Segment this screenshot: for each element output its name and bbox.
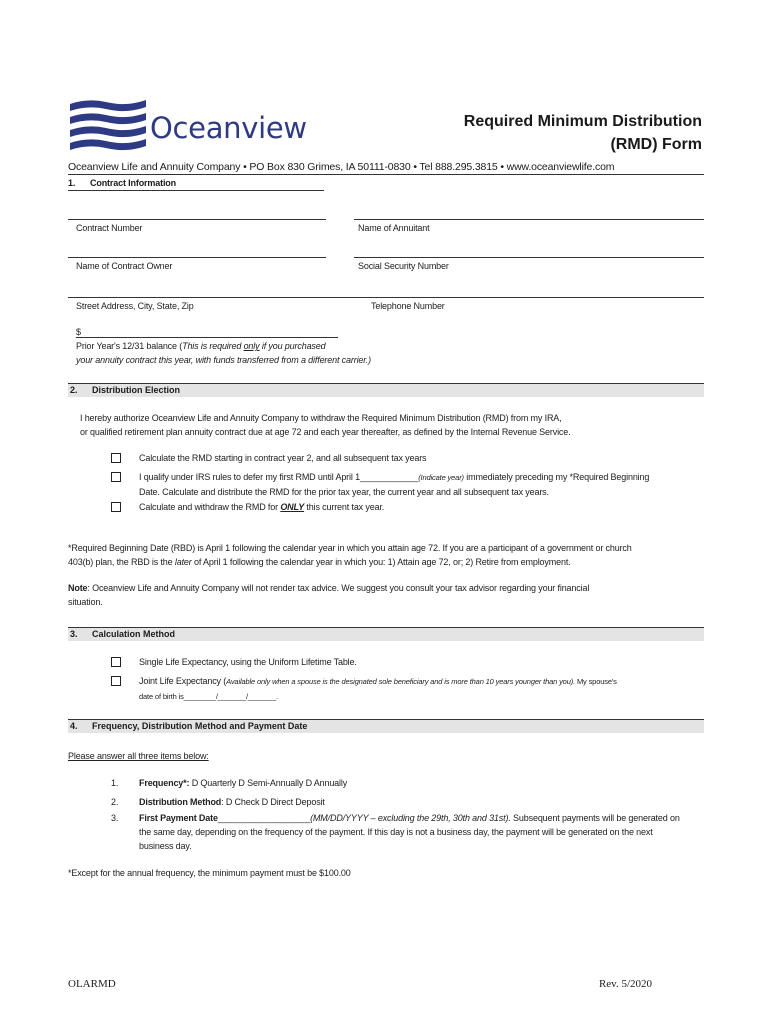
dollar-sign: $ xyxy=(76,327,82,337)
section-3-header xyxy=(68,627,704,641)
spouse-dob-line: date of birth is________/_______/_______. xyxy=(139,692,278,701)
section-number: 2. xyxy=(70,385,78,395)
section-2-header xyxy=(68,383,704,397)
frequency-options: D Quarterly D Semi-Annually D Annually xyxy=(189,778,348,788)
rbd-text-a: 403(b) plan, the RBD is the xyxy=(68,557,175,567)
first-payment-item xyxy=(111,811,711,853)
prior-text-c: only xyxy=(243,341,260,351)
frequency-label: Frequency*: xyxy=(139,778,190,788)
title-line-1: Required Minimum Distribution xyxy=(463,113,702,130)
first-payment-text: Subsequent payments will be generated on xyxy=(510,813,680,823)
opt3-only: ONLY xyxy=(280,502,305,512)
auth-line-2: or qualified retirement plan annuity contract due at age 72 and each year thereafter, as defined by the Internal Revenue Service. xyxy=(80,427,571,437)
company-contact-line: Oceanview Life and Annuity Company • PO Box 830 Grimes, IA 50111-0830 • Tel 888.295.3815 • www.oceanviewlife.com xyxy=(68,161,704,175)
section-title: Distribution Election xyxy=(92,385,181,395)
note-line-2: situation. xyxy=(68,597,103,607)
date-format-note: (MM/DD/YYYY – excluding the 29th, 30th and 31st). xyxy=(310,813,511,823)
opt3-text-a: Calculate and withdraw the RMD for xyxy=(139,502,281,512)
defer-rmd-label xyxy=(139,470,709,499)
logo-wordmark: Oceanview xyxy=(150,111,307,145)
authorization-text xyxy=(80,411,710,439)
distribution-method-options: : D Check D Direct Deposit xyxy=(221,797,325,807)
owner-label: Name of Contract Owner xyxy=(76,261,173,271)
revision-date: Rev. 5/2020 xyxy=(598,978,652,990)
section-title: Contract Information xyxy=(90,178,176,188)
first-payment-label: First Payment Date xyxy=(139,813,218,823)
item-number: 2. xyxy=(111,797,119,807)
section-title: Frequency, Distribution Method and Payment Date xyxy=(92,721,308,731)
form-code: OLARMD xyxy=(68,978,116,990)
opt2-text-c: immediately preceding my *Required Beginning xyxy=(463,472,650,482)
balance-line xyxy=(76,337,338,338)
rbd-footnote xyxy=(68,541,708,569)
opt2-indicate: (Indicate year) xyxy=(418,473,464,482)
opt2-blank: ____________ xyxy=(359,472,419,482)
prior-balance-note xyxy=(76,339,406,367)
current-year-only-checkbox[interactable] xyxy=(111,502,121,512)
first-payment-blank: ___________________ xyxy=(217,813,311,823)
frequency-item xyxy=(111,776,347,790)
joint-life-label xyxy=(139,674,709,704)
wave-mark-icon xyxy=(70,100,146,150)
section-1-underline xyxy=(68,190,324,191)
instructions-text: Please answer all three items below: xyxy=(68,751,209,761)
annuitant-label: Name of Annuitant xyxy=(358,223,430,233)
opt2-line-2: Date. Calculate and distribute the RMD for the prior tax year, the current year and all subsequent tax years. xyxy=(139,487,549,497)
annuitant-line xyxy=(354,219,704,220)
distribution-method-item xyxy=(111,795,325,809)
single-life-label: Single Life Expectancy, using the Uniform Lifetime Table. xyxy=(139,657,357,667)
joint-text-b: Available only when a spouse is the designated sole beneficiary and is more than 10 years younger than you). xyxy=(226,677,576,686)
first-payment-line-3: business day. xyxy=(139,841,192,851)
address-line xyxy=(68,297,704,298)
defer-rmd-checkbox[interactable] xyxy=(111,472,121,482)
title-line-2: (RMD) Form xyxy=(610,136,702,153)
distribution-method-label: Distribution Method xyxy=(139,797,222,807)
owner-line xyxy=(68,257,326,258)
section-number: 4. xyxy=(70,721,78,731)
item-number: 1. xyxy=(111,778,119,788)
address-label: Street Address, City, State, Zip xyxy=(76,301,194,311)
item-number: 3. xyxy=(111,813,119,823)
rmd-year2-label: Calculate the RMD starting in contract year 2, and all subsequent tax years xyxy=(139,453,427,463)
prior-text-b: This is required xyxy=(182,341,244,351)
note-text: : Oceanview Life and Annuity Company will not render tax advice. We suggest you consult your tax advisor regarding your financial xyxy=(87,583,590,593)
opt3-text-c: this current tax year. xyxy=(304,502,385,512)
joint-life-checkbox[interactable] xyxy=(111,676,121,686)
contract-number-label: Contract Number xyxy=(76,223,143,233)
prior-text-e: your annuity contract this year, with funds transferred from a different carrier.) xyxy=(76,355,371,365)
section-number: 1. xyxy=(68,178,76,188)
first-payment-line-2: the same day, depending on the frequency of the payment. If this day is not a business day, the payment will be generated on the next xyxy=(139,827,653,837)
single-life-checkbox[interactable] xyxy=(111,657,121,667)
auth-line-1: I hereby authorize Oceanview Life and Annuity Company to withdraw the Required Minimum Distribution (RMD) from my IRA, xyxy=(80,413,562,423)
rmd-year2-checkbox[interactable] xyxy=(111,453,121,463)
minimum-payment-footnote: *Except for the annual frequency, the minimum payment must be $100.00 xyxy=(68,868,351,878)
ssn-label: Social Security Number xyxy=(358,261,449,271)
tax-advice-note xyxy=(68,581,708,609)
section-number: 3. xyxy=(70,629,78,639)
rbd-text-c: of April 1 following the calendar year in which you: 1) Attain age 72, or; 2) Retire from employment. xyxy=(191,557,571,567)
section-1-header xyxy=(68,178,176,188)
prior-text-d: if you purchased xyxy=(259,341,326,351)
section-title: Calculation Method xyxy=(92,629,175,639)
opt2-text-a: I qualify under IRS rules to defer my first RMD until April 1 xyxy=(139,472,360,482)
rbd-later: later xyxy=(174,557,192,567)
section-4-header xyxy=(68,719,704,733)
ssn-line xyxy=(354,257,704,258)
contract-number-line xyxy=(68,219,326,220)
joint-text-c: My spouse's xyxy=(575,677,617,686)
joint-text-a: Joint Life Expectancy ( xyxy=(139,676,227,686)
note-label: Note xyxy=(68,583,88,593)
document-title xyxy=(464,110,702,156)
telephone-label: Telephone Number xyxy=(371,301,445,311)
current-year-only-label xyxy=(139,500,384,514)
rbd-line-1: *Required Beginning Date (RBD) is April 1 following the calendar year in which you attain age 72. If you are a participant of a government or church xyxy=(68,543,632,553)
prior-text-a: Prior Year's 12/31 balance ( xyxy=(76,341,183,351)
